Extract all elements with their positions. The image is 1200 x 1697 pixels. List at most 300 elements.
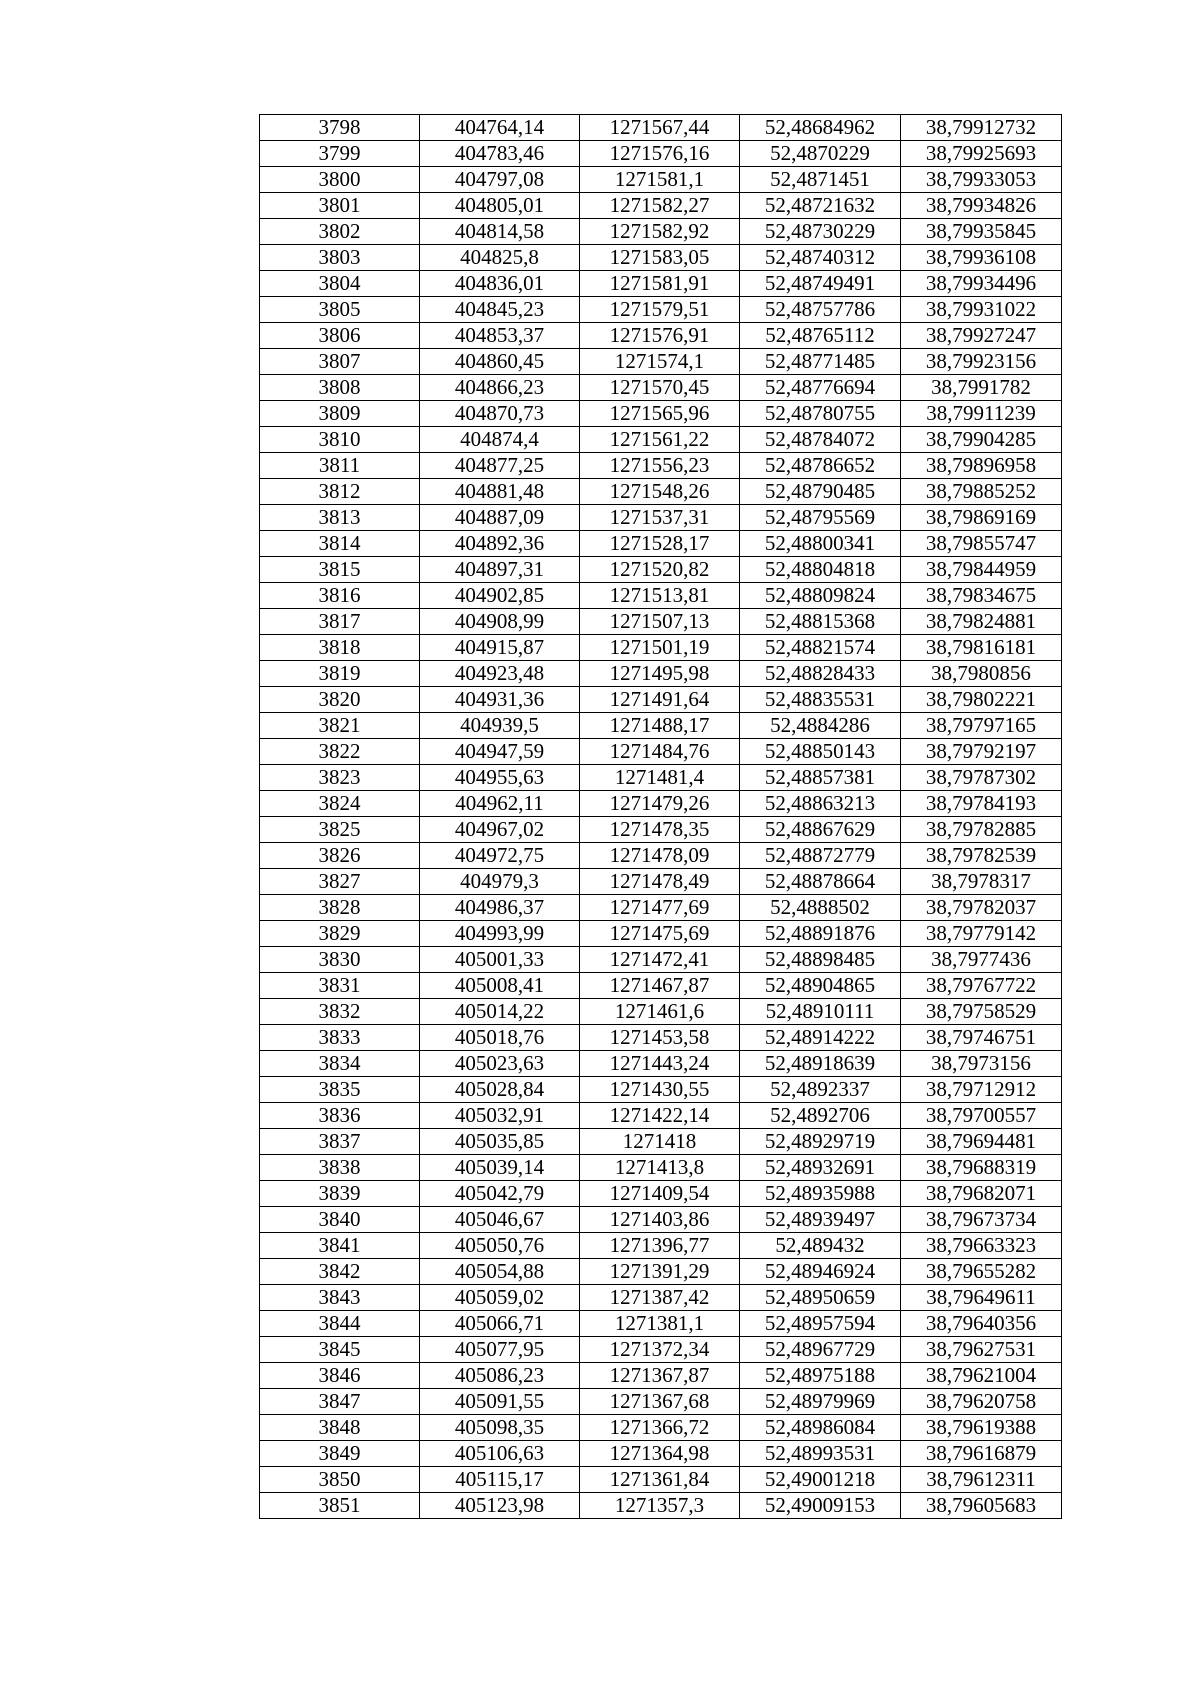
longitude-cell: 38,79869169 — [901, 505, 1062, 531]
point-number-cell: 3820 — [260, 687, 420, 713]
latitude-cell: 52,48784072 — [740, 427, 901, 453]
x-coordinate-cell: 404825,8 — [420, 245, 580, 271]
table-row — [260, 1103, 1062, 1129]
table-row — [260, 1155, 1062, 1181]
longitude-cell: 38,7978317 — [901, 869, 1062, 895]
y-coordinate-cell: 1271443,24 — [580, 1051, 740, 1077]
latitude-cell: 52,48795569 — [740, 505, 901, 531]
longitude-cell: 38,79712912 — [901, 1077, 1062, 1103]
y-coordinate-cell: 1271528,17 — [580, 531, 740, 557]
latitude-cell: 52,48929719 — [740, 1129, 901, 1155]
y-coordinate-cell: 1271409,54 — [580, 1181, 740, 1207]
table-row — [260, 401, 1062, 427]
x-coordinate-cell: 404923,48 — [420, 661, 580, 687]
x-coordinate-cell: 404967,02 — [420, 817, 580, 843]
point-number-cell: 3802 — [260, 219, 420, 245]
latitude-cell: 52,48939497 — [740, 1207, 901, 1233]
point-number-cell: 3850 — [260, 1467, 420, 1493]
x-coordinate-cell: 405059,02 — [420, 1285, 580, 1311]
table-row — [260, 1129, 1062, 1155]
point-number-cell: 3813 — [260, 505, 420, 531]
latitude-cell: 52,48786652 — [740, 453, 901, 479]
point-number-cell: 3798 — [260, 115, 420, 141]
y-coordinate-cell: 1271491,64 — [580, 687, 740, 713]
y-coordinate-cell: 1271570,45 — [580, 375, 740, 401]
table-row — [260, 245, 1062, 271]
latitude-cell: 52,48878664 — [740, 869, 901, 895]
x-coordinate-cell: 405023,63 — [420, 1051, 580, 1077]
longitude-cell: 38,7977436 — [901, 947, 1062, 973]
latitude-cell: 52,48800341 — [740, 531, 901, 557]
x-coordinate-cell: 404931,36 — [420, 687, 580, 713]
y-coordinate-cell: 1271481,4 — [580, 765, 740, 791]
y-coordinate-cell: 1271583,05 — [580, 245, 740, 271]
table-row — [260, 479, 1062, 505]
x-coordinate-cell: 405018,76 — [420, 1025, 580, 1051]
point-number-cell: 3826 — [260, 843, 420, 869]
x-coordinate-cell: 404908,99 — [420, 609, 580, 635]
y-coordinate-cell: 1271366,72 — [580, 1415, 740, 1441]
longitude-cell: 38,79797165 — [901, 713, 1062, 739]
longitude-cell: 38,79688319 — [901, 1155, 1062, 1181]
latitude-cell: 52,48790485 — [740, 479, 901, 505]
point-number-cell: 3834 — [260, 1051, 420, 1077]
latitude-cell: 52,48835531 — [740, 687, 901, 713]
point-number-cell: 3806 — [260, 323, 420, 349]
y-coordinate-cell: 1271576,91 — [580, 323, 740, 349]
y-coordinate-cell: 1271513,81 — [580, 583, 740, 609]
table-row — [260, 765, 1062, 791]
y-coordinate-cell: 1271381,1 — [580, 1311, 740, 1337]
x-coordinate-cell: 404881,48 — [420, 479, 580, 505]
y-coordinate-cell: 1271461,6 — [580, 999, 740, 1025]
longitude-cell: 38,79620758 — [901, 1389, 1062, 1415]
y-coordinate-cell: 1271495,98 — [580, 661, 740, 687]
latitude-cell: 52,48765112 — [740, 323, 901, 349]
longitude-cell: 38,79834675 — [901, 583, 1062, 609]
longitude-cell: 38,79746751 — [901, 1025, 1062, 1051]
y-coordinate-cell: 1271478,35 — [580, 817, 740, 843]
latitude-cell: 52,48721632 — [740, 193, 901, 219]
point-number-cell: 3823 — [260, 765, 420, 791]
table-row — [260, 1337, 1062, 1363]
table-row — [260, 713, 1062, 739]
y-coordinate-cell: 1271582,92 — [580, 219, 740, 245]
table-row — [260, 947, 1062, 973]
latitude-cell: 52,48804818 — [740, 557, 901, 583]
y-coordinate-cell: 1271479,26 — [580, 791, 740, 817]
latitude-cell: 52,48809824 — [740, 583, 901, 609]
latitude-cell: 52,48904865 — [740, 973, 901, 999]
y-coordinate-cell: 1271567,44 — [580, 115, 740, 141]
point-number-cell: 3803 — [260, 245, 420, 271]
longitude-cell: 38,79619388 — [901, 1415, 1062, 1441]
y-coordinate-cell: 1271520,82 — [580, 557, 740, 583]
y-coordinate-cell: 1271367,87 — [580, 1363, 740, 1389]
table-row — [260, 921, 1062, 947]
point-number-cell: 3841 — [260, 1233, 420, 1259]
latitude-cell: 52,4892337 — [740, 1077, 901, 1103]
y-coordinate-cell: 1271361,84 — [580, 1467, 740, 1493]
longitude-cell: 38,79911239 — [901, 401, 1062, 427]
table-row — [260, 869, 1062, 895]
point-number-cell: 3807 — [260, 349, 420, 375]
longitude-cell: 38,79612311 — [901, 1467, 1062, 1493]
x-coordinate-cell: 405054,88 — [420, 1259, 580, 1285]
longitude-cell: 38,79640356 — [901, 1311, 1062, 1337]
point-number-cell: 3810 — [260, 427, 420, 453]
table-row — [260, 193, 1062, 219]
table-row — [260, 1051, 1062, 1077]
y-coordinate-cell: 1271391,29 — [580, 1259, 740, 1285]
longitude-cell: 38,79934826 — [901, 193, 1062, 219]
table-row — [260, 1493, 1062, 1519]
table-row — [260, 375, 1062, 401]
table-row — [260, 1389, 1062, 1415]
longitude-cell: 38,79649611 — [901, 1285, 1062, 1311]
table-row — [260, 1077, 1062, 1103]
latitude-cell: 52,48872779 — [740, 843, 901, 869]
latitude-cell: 52,4884286 — [740, 713, 901, 739]
table-row — [260, 1467, 1062, 1493]
longitude-cell: 38,79923156 — [901, 349, 1062, 375]
latitude-cell: 52,48730229 — [740, 219, 901, 245]
y-coordinate-cell: 1271548,26 — [580, 479, 740, 505]
point-number-cell: 3822 — [260, 739, 420, 765]
x-coordinate-cell: 404783,46 — [420, 141, 580, 167]
x-coordinate-cell: 404955,63 — [420, 765, 580, 791]
longitude-cell: 38,79782037 — [901, 895, 1062, 921]
point-number-cell: 3848 — [260, 1415, 420, 1441]
x-coordinate-cell: 405039,14 — [420, 1155, 580, 1181]
longitude-cell: 38,79896958 — [901, 453, 1062, 479]
longitude-cell: 38,79787302 — [901, 765, 1062, 791]
table-row — [260, 1441, 1062, 1467]
y-coordinate-cell: 1271581,91 — [580, 271, 740, 297]
x-coordinate-cell: 405098,35 — [420, 1415, 580, 1441]
y-coordinate-cell: 1271387,42 — [580, 1285, 740, 1311]
table-row — [260, 843, 1062, 869]
longitude-cell: 38,79700557 — [901, 1103, 1062, 1129]
table-row — [260, 583, 1062, 609]
x-coordinate-cell: 404814,58 — [420, 219, 580, 245]
table-row — [260, 1285, 1062, 1311]
point-number-cell: 3816 — [260, 583, 420, 609]
y-coordinate-cell: 1271364,98 — [580, 1441, 740, 1467]
x-coordinate-cell: 405046,67 — [420, 1207, 580, 1233]
x-coordinate-cell: 404939,5 — [420, 713, 580, 739]
longitude-cell: 38,79694481 — [901, 1129, 1062, 1155]
coordinate-table-body — [260, 115, 1062, 1519]
point-number-cell: 3847 — [260, 1389, 420, 1415]
y-coordinate-cell: 1271561,22 — [580, 427, 740, 453]
y-coordinate-cell: 1271396,77 — [580, 1233, 740, 1259]
x-coordinate-cell: 404870,73 — [420, 401, 580, 427]
y-coordinate-cell: 1271372,34 — [580, 1337, 740, 1363]
y-coordinate-cell: 1271418 — [580, 1129, 740, 1155]
point-number-cell: 3829 — [260, 921, 420, 947]
x-coordinate-cell: 405091,55 — [420, 1389, 580, 1415]
longitude-cell: 38,79682071 — [901, 1181, 1062, 1207]
latitude-cell: 52,48918639 — [740, 1051, 901, 1077]
latitude-cell: 52,48863213 — [740, 791, 901, 817]
y-coordinate-cell: 1271472,41 — [580, 947, 740, 973]
latitude-cell: 52,48684962 — [740, 115, 901, 141]
point-number-cell: 3831 — [260, 973, 420, 999]
latitude-cell: 52,48986084 — [740, 1415, 901, 1441]
y-coordinate-cell: 1271477,69 — [580, 895, 740, 921]
x-coordinate-cell: 404887,09 — [420, 505, 580, 531]
y-coordinate-cell: 1271453,58 — [580, 1025, 740, 1051]
x-coordinate-cell: 405028,84 — [420, 1077, 580, 1103]
y-coordinate-cell: 1271475,69 — [580, 921, 740, 947]
longitude-cell: 38,79758529 — [901, 999, 1062, 1025]
latitude-cell: 52,48771485 — [740, 349, 901, 375]
table-row — [260, 167, 1062, 193]
latitude-cell: 52,48946924 — [740, 1259, 901, 1285]
y-coordinate-cell: 1271581,1 — [580, 167, 740, 193]
latitude-cell: 52,48780755 — [740, 401, 901, 427]
point-number-cell: 3818 — [260, 635, 420, 661]
point-number-cell: 3842 — [260, 1259, 420, 1285]
longitude-cell: 38,79855747 — [901, 531, 1062, 557]
longitude-cell: 38,7991782 — [901, 375, 1062, 401]
longitude-cell: 38,79616879 — [901, 1441, 1062, 1467]
table-row — [260, 219, 1062, 245]
point-number-cell: 3825 — [260, 817, 420, 843]
point-number-cell: 3817 — [260, 609, 420, 635]
point-number-cell: 3814 — [260, 531, 420, 557]
table-row — [260, 1233, 1062, 1259]
longitude-cell: 38,79802221 — [901, 687, 1062, 713]
table-row — [260, 271, 1062, 297]
longitude-cell: 38,7980856 — [901, 661, 1062, 687]
point-number-cell: 3809 — [260, 401, 420, 427]
point-number-cell: 3805 — [260, 297, 420, 323]
latitude-cell: 52,48757786 — [740, 297, 901, 323]
table-row — [260, 1259, 1062, 1285]
y-coordinate-cell: 1271357,3 — [580, 1493, 740, 1519]
x-coordinate-cell: 405115,17 — [420, 1467, 580, 1493]
latitude-cell: 52,4888502 — [740, 895, 901, 921]
table-row — [260, 635, 1062, 661]
x-coordinate-cell: 404902,85 — [420, 583, 580, 609]
point-number-cell: 3844 — [260, 1311, 420, 1337]
point-number-cell: 3845 — [260, 1337, 420, 1363]
latitude-cell: 52,48914222 — [740, 1025, 901, 1051]
x-coordinate-cell: 404877,25 — [420, 453, 580, 479]
point-number-cell: 3812 — [260, 479, 420, 505]
table-row — [260, 661, 1062, 687]
table-row — [260, 609, 1062, 635]
latitude-cell: 52,48828433 — [740, 661, 901, 687]
x-coordinate-cell: 404892,36 — [420, 531, 580, 557]
x-coordinate-cell: 405050,76 — [420, 1233, 580, 1259]
latitude-cell: 52,48979969 — [740, 1389, 901, 1415]
longitude-cell: 38,79673734 — [901, 1207, 1062, 1233]
point-number-cell: 3836 — [260, 1103, 420, 1129]
latitude-cell: 52,4871451 — [740, 167, 901, 193]
point-number-cell: 3804 — [260, 271, 420, 297]
table-row — [260, 323, 1062, 349]
latitude-cell: 52,48932691 — [740, 1155, 901, 1181]
point-number-cell: 3832 — [260, 999, 420, 1025]
table-row — [260, 505, 1062, 531]
x-coordinate-cell: 404962,11 — [420, 791, 580, 817]
longitude-cell: 38,79904285 — [901, 427, 1062, 453]
x-coordinate-cell: 404915,87 — [420, 635, 580, 661]
latitude-cell: 52,4870229 — [740, 141, 901, 167]
longitude-cell: 38,79663323 — [901, 1233, 1062, 1259]
longitude-cell: 38,79816181 — [901, 635, 1062, 661]
longitude-cell: 38,79779142 — [901, 921, 1062, 947]
point-number-cell: 3849 — [260, 1441, 420, 1467]
y-coordinate-cell: 1271430,55 — [580, 1077, 740, 1103]
point-number-cell: 3839 — [260, 1181, 420, 1207]
latitude-cell: 52,48857381 — [740, 765, 901, 791]
table-row — [260, 817, 1062, 843]
table-row — [260, 973, 1062, 999]
point-number-cell: 3843 — [260, 1285, 420, 1311]
longitude-cell: 38,79767722 — [901, 973, 1062, 999]
table-row — [260, 297, 1062, 323]
coordinate-table — [259, 114, 1062, 1519]
y-coordinate-cell: 1271507,13 — [580, 609, 740, 635]
x-coordinate-cell: 404764,14 — [420, 115, 580, 141]
table-row — [260, 687, 1062, 713]
x-coordinate-cell: 405086,23 — [420, 1363, 580, 1389]
y-coordinate-cell: 1271501,19 — [580, 635, 740, 661]
longitude-cell: 38,79933053 — [901, 167, 1062, 193]
latitude-cell: 52,48850143 — [740, 739, 901, 765]
point-number-cell: 3821 — [260, 713, 420, 739]
x-coordinate-cell: 405077,95 — [420, 1337, 580, 1363]
table-row — [260, 1207, 1062, 1233]
point-number-cell: 3819 — [260, 661, 420, 687]
x-coordinate-cell: 404845,23 — [420, 297, 580, 323]
table-row — [260, 1311, 1062, 1337]
longitude-cell: 38,79936108 — [901, 245, 1062, 271]
point-number-cell: 3824 — [260, 791, 420, 817]
point-number-cell: 3846 — [260, 1363, 420, 1389]
table-row — [260, 453, 1062, 479]
table-row — [260, 1181, 1062, 1207]
y-coordinate-cell: 1271574,1 — [580, 349, 740, 375]
x-coordinate-cell: 404797,08 — [420, 167, 580, 193]
longitude-cell: 38,79627531 — [901, 1337, 1062, 1363]
longitude-cell: 38,79782885 — [901, 817, 1062, 843]
point-number-cell: 3815 — [260, 557, 420, 583]
longitude-cell: 38,79782539 — [901, 843, 1062, 869]
x-coordinate-cell: 405042,79 — [420, 1181, 580, 1207]
point-number-cell: 3830 — [260, 947, 420, 973]
x-coordinate-cell: 404866,23 — [420, 375, 580, 401]
latitude-cell: 52,48935988 — [740, 1181, 901, 1207]
longitude-cell: 38,79792197 — [901, 739, 1062, 765]
table-row — [260, 427, 1062, 453]
x-coordinate-cell: 404805,01 — [420, 193, 580, 219]
latitude-cell: 52,48967729 — [740, 1337, 901, 1363]
y-coordinate-cell: 1271467,87 — [580, 973, 740, 999]
latitude-cell: 52,48891876 — [740, 921, 901, 947]
y-coordinate-cell: 1271576,16 — [580, 141, 740, 167]
latitude-cell: 52,48910111 — [740, 999, 901, 1025]
x-coordinate-cell: 404986,37 — [420, 895, 580, 921]
x-coordinate-cell: 405106,63 — [420, 1441, 580, 1467]
point-number-cell: 3799 — [260, 141, 420, 167]
x-coordinate-cell: 404860,45 — [420, 349, 580, 375]
y-coordinate-cell: 1271556,23 — [580, 453, 740, 479]
table-row — [260, 141, 1062, 167]
x-coordinate-cell: 404979,3 — [420, 869, 580, 895]
y-coordinate-cell: 1271367,68 — [580, 1389, 740, 1415]
y-coordinate-cell: 1271488,17 — [580, 713, 740, 739]
longitude-cell: 38,7973156 — [901, 1051, 1062, 1077]
point-number-cell: 3838 — [260, 1155, 420, 1181]
x-coordinate-cell: 405001,33 — [420, 947, 580, 973]
x-coordinate-cell: 404972,75 — [420, 843, 580, 869]
table-row — [260, 531, 1062, 557]
longitude-cell: 38,79927247 — [901, 323, 1062, 349]
table-row — [260, 791, 1062, 817]
longitude-cell: 38,79824881 — [901, 609, 1062, 635]
point-number-cell: 3827 — [260, 869, 420, 895]
x-coordinate-cell: 405066,71 — [420, 1311, 580, 1337]
table-row — [260, 1363, 1062, 1389]
y-coordinate-cell: 1271484,76 — [580, 739, 740, 765]
point-number-cell: 3835 — [260, 1077, 420, 1103]
point-number-cell: 3828 — [260, 895, 420, 921]
point-number-cell: 3851 — [260, 1493, 420, 1519]
point-number-cell: 3801 — [260, 193, 420, 219]
longitude-cell: 38,79655282 — [901, 1259, 1062, 1285]
latitude-cell: 52,48749491 — [740, 271, 901, 297]
point-number-cell: 3833 — [260, 1025, 420, 1051]
y-coordinate-cell: 1271565,96 — [580, 401, 740, 427]
point-number-cell: 3840 — [260, 1207, 420, 1233]
x-coordinate-cell: 405123,98 — [420, 1493, 580, 1519]
point-number-cell: 3808 — [260, 375, 420, 401]
longitude-cell: 38,79844959 — [901, 557, 1062, 583]
longitude-cell: 38,79784193 — [901, 791, 1062, 817]
x-coordinate-cell: 404836,01 — [420, 271, 580, 297]
latitude-cell: 52,48993531 — [740, 1441, 901, 1467]
longitude-cell: 38,79931022 — [901, 297, 1062, 323]
table-row — [260, 115, 1062, 141]
y-coordinate-cell: 1271537,31 — [580, 505, 740, 531]
latitude-cell: 52,489432 — [740, 1233, 901, 1259]
latitude-cell: 52,49009153 — [740, 1493, 901, 1519]
latitude-cell: 52,48815368 — [740, 609, 901, 635]
latitude-cell: 52,48776694 — [740, 375, 901, 401]
x-coordinate-cell: 405008,41 — [420, 973, 580, 999]
table-row — [260, 349, 1062, 375]
x-coordinate-cell: 405014,22 — [420, 999, 580, 1025]
latitude-cell: 52,48957594 — [740, 1311, 901, 1337]
latitude-cell: 52,48950659 — [740, 1285, 901, 1311]
y-coordinate-cell: 1271478,09 — [580, 843, 740, 869]
table-row — [260, 1415, 1062, 1441]
longitude-cell: 38,79885252 — [901, 479, 1062, 505]
x-coordinate-cell: 404947,59 — [420, 739, 580, 765]
longitude-cell: 38,79934496 — [901, 271, 1062, 297]
latitude-cell: 52,49001218 — [740, 1467, 901, 1493]
latitude-cell: 52,4892706 — [740, 1103, 901, 1129]
y-coordinate-cell: 1271582,27 — [580, 193, 740, 219]
x-coordinate-cell: 404993,99 — [420, 921, 580, 947]
x-coordinate-cell: 405035,85 — [420, 1129, 580, 1155]
longitude-cell: 38,79935845 — [901, 219, 1062, 245]
